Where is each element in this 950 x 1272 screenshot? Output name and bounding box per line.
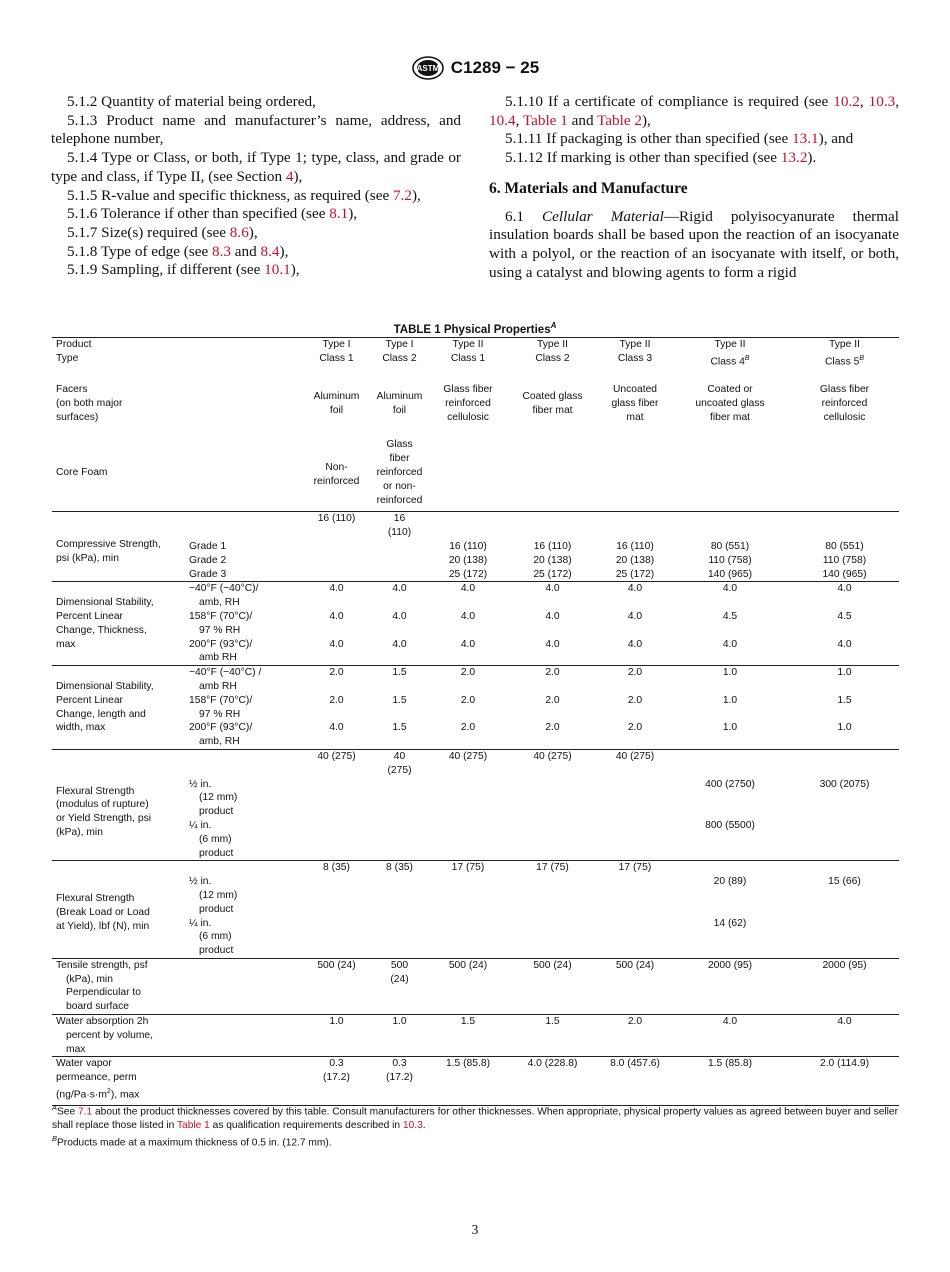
clause-5-1-2: 5.1.2 Quantity of material being ordered, [67, 93, 316, 110]
dim-length-row: 158°F (70°C)/ 97 % RH 2.0 1.5 2.0 2.0 2.0 1.0 1.5 [189, 694, 852, 720]
dim-length-row: 200°F (93°C)/ amb, RH 4.0 1.5 2.0 2.0 2.0 1.0 1.0 [189, 722, 852, 748]
col-header: Type II Class 1 [431, 338, 505, 370]
compressive-grade-row: Grade 1 16 (110) 16 (110) 16 (110) 80 (551) 80 (551) [189, 540, 864, 552]
water-absorption-row: Water absorption 2h percent by volume, max 1.0 1.0 1.5 1.5 2.0 4.0 4.0 [52, 1015, 899, 1057]
ref-link[interactable]: 10.1 [264, 261, 291, 279]
col-header: Type II Class 3 [600, 338, 670, 370]
clause-5-1-9: 5.1.9 Sampling, if different (see 10.1), [67, 261, 300, 279]
logo-text: ASTM [416, 64, 440, 73]
ref-link[interactable]: Table 1 [522, 111, 568, 129]
section-heading: 6. Materials and Manufacture [489, 179, 688, 197]
ref-link[interactable]: 8.1 [329, 205, 349, 223]
clause-5-1-10: 5.1.10 If a certificate of compliance is required (see 10.2, 10.3, 10.4, Table 1 and Table 2), [489, 93, 900, 129]
water-vapor-row: Water vapor permeance, perm $(ng/Pa\cdot s\cdot m^2)$, max 0.3 (17.2) 0.3 (17.2) 1.5 (85.8) 4.0 (228.8) 8.0 (457.6) 1.5 (85.8) 2.0 (114.9) [52, 1057, 899, 1106]
flexural-load-base-row: Flexural Strength (Break Load or Load at Yield), lbf (N), min 8 (35) 8 (35) 17 (75) 17 (75) 17 (75) [52, 861, 899, 875]
clause-5-1-12: 5.1.12 If marking is other than specified (see 13.2). [505, 149, 817, 167]
table-title: TABLE 1 Physical Properties$^A$ [393, 321, 557, 336]
flexural-load-sub-row: ½ in. (12 mm) product 20 (89) 15 (66) [189, 876, 861, 915]
ref-link[interactable]: 8.4 [260, 242, 280, 260]
clause-5-1-11: 5.1.11 If packaging is other than specified (see 13.1), and [505, 130, 854, 148]
table-footnotes [52, 1101, 899, 1150]
ref-link[interactable]: 7.2 [393, 186, 412, 204]
clause-5-1-4: 5.1.4 Type or Class, or both, if Type 1; type, class, and grade or type and class, if Type II, (see Section 4), [51, 149, 461, 185]
ref-link[interactable]: 8.6 [229, 223, 249, 241]
ref-link[interactable]: Table 2 [597, 111, 642, 129]
paragraph-6-1: 6.1 Cellular Material—Rigid polyisocyanurate thermal insulation boards shall be based upon the reaction of an isocyanate with a polyol, or the reaction of an isocyanate with itself, or both, using a catalyst and blowing agents to form a rigid [489, 207, 900, 281]
col-header: Type I Class 2 [368, 338, 431, 370]
footnote-a: $^A$See 7.1 about the product thicknesses covered by this table. Consult manufacturers for other thicknesses. When appropriate, physical property values as agreed between buyer and seller shall replace those listed in Table 1 as qualification requirements described in 10.3. [52, 1103, 898, 1131]
clause-5-1-8: 5.1.8 Type of edge (see 8.3 and 8.4), [67, 242, 289, 260]
footnote-b: $^B$Products made at a maximum thickness of 0.5 in. (12.7 mm). [52, 1134, 332, 1149]
tensile-row: Tensile strength, psf (kPa), min Perpendicular to board surface 500 (24) 500 (24) 500 (24) 500 (24) 500 (24) 2000 (95) 2000 (95) [52, 958, 899, 1014]
col-header: Type II Class $5^B$ [790, 338, 899, 370]
ref-link[interactable]: 13.1 [792, 130, 819, 148]
flexural-load-sub-row: ¼ in. (6 mm) product 14 (62) [189, 917, 747, 957]
ref-link[interactable]: 7.1 [77, 1106, 93, 1118]
flexural-rupture-sub-row: ½ in. (12 mm) product 400 (2750) 300 (2075) [189, 778, 870, 818]
dim-thickness-row: 158°F (70°C)/ 97 % RH 4.0 4.0 4.0 4.0 4.0 4.5 4.5 [189, 610, 852, 636]
table-header-facers-row: Facers (on both major surfaces) Aluminum foil Aluminum foil Glass fiber reinforced cellulosic Coated glass fiber mat Uncoated glass fiber mat Coated or uncoated glass fiber mat Glass fiber reinforced cellulosic [56, 384, 870, 423]
ref-link[interactable]: 13.2 [780, 149, 808, 167]
col-header: Type II Class $4^B$ [670, 338, 790, 370]
col-header: Type I Class 1 [305, 338, 368, 370]
flexural-rupture-base-row: Flexural Strength (modulus of rupture) or Yield Strength, psi (kPa), min 40 (275) 40 (275) 40 (275) 40 (275) 40 (275) [52, 749, 899, 777]
table-header-type-row: Product Type Type I Class 1 Type I Class 2 Type II Class 1 Type II Class 2 Type II Class 3 Type II Class $4^B$ Type II Class $5^B$ [52, 338, 899, 370]
clause-5-1-3: 5.1.3 Product name and manufacturer’s name, address, and telephone number, [51, 111, 462, 148]
right-text-column [489, 93, 899, 282]
col-header: Type II Class 2 [505, 338, 600, 370]
dim-thickness-row: Dimensional Stability, Percent Linear Change, Thickness, max −40°F (−40°C)/ amb, RH 4.0 4.0 4.0 4.0 4.0 4.0 4.0 [52, 582, 899, 610]
ref-link[interactable]: 10.2 [833, 93, 860, 110]
clause-5-1-7: 5.1.7 Size(s) required (see 8.6), [67, 223, 258, 241]
ref-link[interactable]: 10.4 [489, 111, 516, 129]
ref-link[interactable]: 10.3 [868, 93, 896, 110]
page-number: 3 [471, 1222, 479, 1237]
compressive-base-row: Compressive Strength, psi (kPa), min 16 (110) 16 (110) [56, 513, 412, 564]
ref-link[interactable]: 4 [285, 167, 294, 185]
dim-thickness-row: 200°F (93°C)/ amb RH 4.0 4.0 4.0 4.0 4.0 4.0 4.0 [189, 638, 852, 664]
clause-5-1-6: 5.1.6 Tolerance if other than specified (see 8.1), [67, 205, 358, 223]
ref-link[interactable]: Table 1 [176, 1119, 210, 1131]
table-header-core-row: Core Foam Non- reinforced Glass fiber reinforced or non- reinforced [52, 438, 899, 511]
compressive-grade-row: Grade 3 25 (172) 25 (172) 25 (172) 140 (965) 140 (965) [189, 568, 867, 580]
left-text-column [51, 93, 461, 280]
standard-designation: C1289 − 25 [450, 58, 540, 77]
ref-link[interactable]: 10.3 [402, 1119, 423, 1131]
physical-properties-table [52, 337, 899, 1106]
dim-length-row: Dimensional Stability, Percent Linear Change, length and width, max −40°F (−40°C) / amb RH 2.0 1.5 2.0 2.0 2.0 1.0 1.0 [52, 666, 899, 694]
page-header [0, 56, 950, 85]
astm-logo-icon [411, 56, 445, 80]
compressive-grade-row: Grade 2 20 (138) 20 (138) 20 (138) 110 (758) 110 (758) [189, 554, 867, 566]
clause-5-1-5: 5.1.5 R-value and specific thickness, as required (see 7.2), [67, 186, 421, 204]
flexural-rupture-sub-row: ¼ in. (6 mm) product 800 (5500) [189, 819, 755, 859]
ref-link[interactable]: 8.3 [212, 242, 231, 260]
